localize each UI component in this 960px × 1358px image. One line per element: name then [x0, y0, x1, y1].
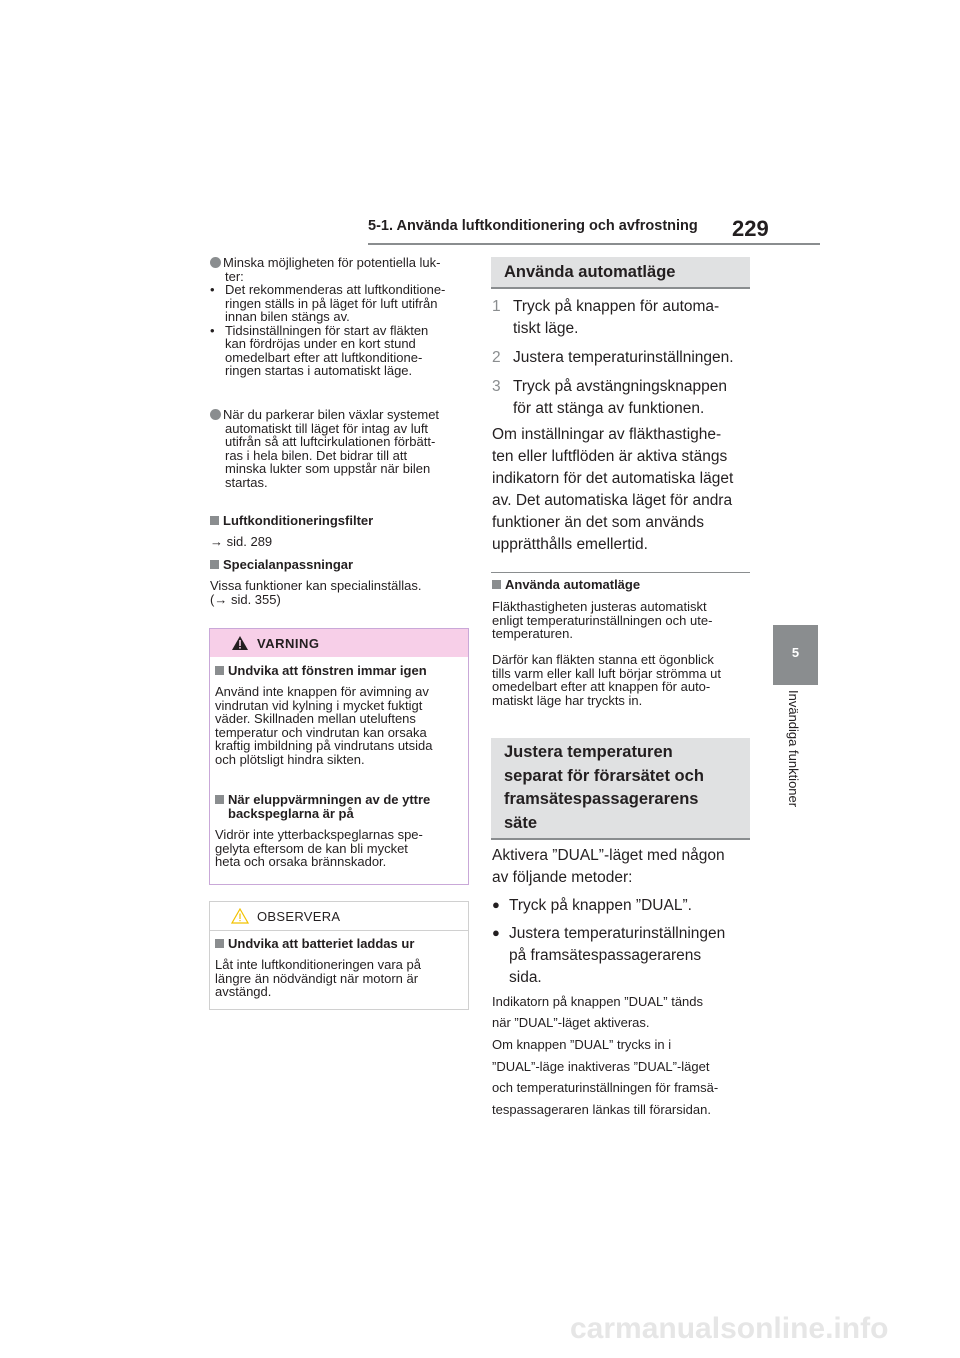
chapter-number: 5	[791, 645, 800, 660]
square-bullet-icon	[215, 666, 224, 675]
arrow-right-icon: →	[214, 591, 228, 607]
section-title: 5-1. Använda luftkonditionering och avfrostning	[368, 218, 698, 234]
notice-box	[209, 901, 469, 1010]
custom-text: Vissa funktioner kan specialinställas. (→ sid. 355)	[210, 578, 422, 607]
warning-box	[209, 628, 469, 885]
custom-heading: Specialanpassningar	[210, 558, 353, 572]
square-bullet-icon	[210, 560, 219, 569]
arrow-right-icon: →	[210, 534, 223, 549]
sub-bullet-line: innan bilen stängs av.	[225, 309, 350, 324]
square-bullet-icon	[215, 939, 224, 948]
warning-paragraph-mirror: Vidrör inte ytterbackspeglarnas spe- gelyta eftersom de kan bli mycket heta och orsaka brännskador.	[215, 827, 423, 869]
section-heading-auto: Använda automatläge	[491, 257, 750, 289]
sub-bullet-line: ringen startas i automatiskt läge.	[225, 363, 413, 378]
list-item: ● Justera temperaturinställningen på framsätespassagerarens sida.	[492, 922, 754, 989]
bullet-odor: Minska möjligheten för potentiella luk- ter: • Det rekommenderas att luftkonditione- ringen ställs in på läget för luft utifrån innan bilen stängs av. • Tidsinställningen för start av fläkten kan fördröjas under en kort stund omedelbart efter att luftkonditione- ringen startas i automatiskt läge.	[210, 256, 470, 378]
caution-triangle-icon	[231, 908, 249, 924]
section-heading-dual: Justera temperaturen separat för förarsätet och framsätespassagerarens säte	[491, 738, 750, 840]
filter-ref[interactable]: → sid. 289	[210, 534, 273, 549]
auto-subparagraph-2: Därför kan fläkten stanna ett ögonblick tills varm eller kall luft börjar strömma ut omedelbart efter att knappen för auto- matiskt läge har tryckts in.	[492, 652, 721, 708]
header-rule	[368, 243, 820, 245]
sub-bullet-line: Det rekommenderas att luftkonditione-	[225, 282, 446, 297]
notice-paragraph-battery: Låt inte luftkonditioneringen vara på längre än nödvändigt när motorn är avstängd.	[215, 957, 421, 999]
step-item: 3 Tryck på avstängningsknappen för att stänga av funktionen.	[492, 378, 727, 417]
step-item: 1 Tryck på knappen för automa- tiskt läge.	[492, 298, 720, 337]
divider	[491, 572, 750, 573]
auto-subparagraph-1: Fläkthastigheten justeras automatiskt enligt temperaturinställningen och ute- temperaturen.	[492, 599, 713, 641]
bullet-dot-icon: ●	[492, 897, 500, 912]
notice-heading-battery: Undvika att batteriet laddas ur	[215, 937, 414, 951]
dual-note-2: Om knappen ”DUAL” trycks in i ”DUAL”-läge inaktiveras ”DUAL”-läget och temperaturinställningen för framsä- tespassageraren länkas till förarsidan.	[492, 1037, 719, 1117]
bullet-dot-icon: ●	[492, 925, 500, 940]
bullet-dot-icon	[210, 257, 221, 268]
warning-triangle-icon	[231, 635, 249, 651]
steps-list	[492, 296, 752, 420]
bullet-line: ter:	[225, 268, 244, 284]
custom-ref[interactable]: (→ sid. 355)	[210, 591, 281, 607]
sub-bullet-line: omedelbart efter att luftkonditione-	[225, 349, 423, 365]
dual-note-1: Indikatorn på knappen ”DUAL” tänds när ”DUAL”-läget aktiveras.	[492, 994, 704, 1030]
notice-box-header	[210, 902, 468, 931]
step-item: 2 Justera temperaturinställningen.	[492, 349, 734, 366]
bullet-parking: När du parkerar bilen växlar systemet automatiskt till läget för intag av luft utifrån så att luftcirkulationen förbätt- ras i hela bilen. Det bidrar till att minska lukter som uppstår när bilen startas.	[210, 408, 470, 489]
warning-paragraph-fog: Använd inte knappen för avimning av vindrutan vid kylning i mycket fuktigt väder. Skillnaden mellan uteluftens temperatur och vindrutan kan orsaka kraftig imbildning på vindrutans utsida och plötsligt hindra sikten.	[215, 684, 433, 767]
sub-bullet-line: ringen ställs in på läget för luft utifrån	[225, 295, 438, 311]
warning-heading-mirror: När eluppvärmningen av de yttre backspeglarna är på	[215, 793, 465, 820]
dual-paragraph: Aktivera ”DUAL”-läget med någon av följande metoder:	[492, 847, 725, 886]
bullet-line: Minska möjligheten för potentiella luk-	[223, 255, 441, 270]
page-number: 229	[732, 216, 769, 241]
square-bullet-icon	[215, 795, 224, 804]
warning-box-header	[210, 629, 468, 657]
watermark: carmanualsonline.info	[570, 1312, 889, 1345]
sub-bullet-line: kan fördröjas under en kort stund	[225, 336, 416, 351]
chapter-label: Invändiga funktioner	[786, 690, 801, 808]
square-bullet-icon	[492, 580, 501, 589]
sub-bullet-line: Tidsinställningen för start av fläkten	[225, 322, 429, 338]
list-item: ● Tryck på knappen ”DUAL”.	[492, 894, 754, 917]
notice-title: OBSERVERA	[257, 909, 341, 924]
bullet-dot-icon	[210, 409, 221, 420]
auto-subheading: Använda automatläge	[492, 578, 640, 592]
warning-title: VARNING	[257, 636, 320, 651]
filter-heading: Luftkonditioneringsfilter	[210, 514, 373, 528]
auto-paragraph: Om inställningar av fläkthastighe- ten eller luftflöden är aktiva stängs indikatorn för det automatiska läget av. Det automatiska läget för andra funktioner än det som används upprätthålls emellertid.	[492, 426, 734, 553]
dual-bullets	[492, 894, 754, 989]
warning-heading-fog: Undvika att fönstren immar igen	[215, 664, 427, 678]
square-bullet-icon	[210, 516, 219, 525]
